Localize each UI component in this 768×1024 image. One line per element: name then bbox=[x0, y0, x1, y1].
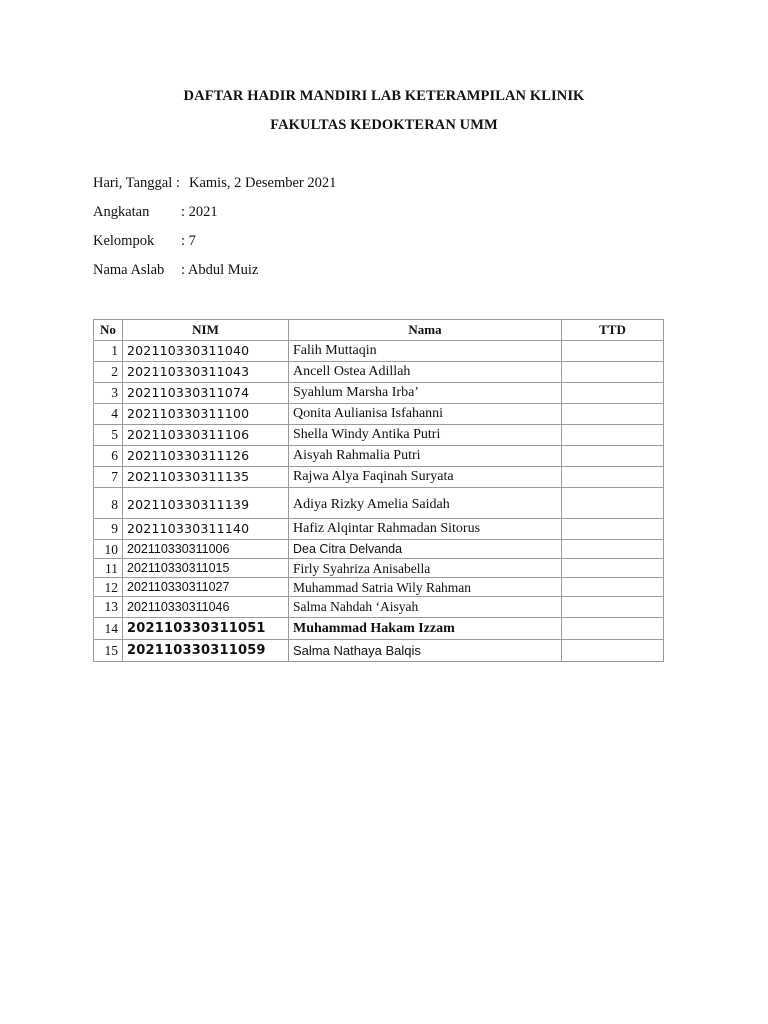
row-nim: 202110330311059 bbox=[123, 640, 289, 662]
table-row bbox=[94, 467, 664, 488]
meta-angkatan bbox=[93, 204, 218, 221]
meta-hari-tanggal bbox=[93, 175, 336, 192]
meta-aslab-label: Nama Aslab bbox=[93, 262, 165, 278]
row-ttd-cell[interactable] bbox=[562, 519, 664, 540]
row-ttd-cell[interactable] bbox=[562, 446, 664, 467]
table-row bbox=[94, 446, 664, 467]
row-no: 7 bbox=[94, 467, 123, 488]
row-ttd-cell[interactable] bbox=[562, 540, 664, 559]
table-row bbox=[94, 618, 664, 640]
document-title: DAFTAR HADIR MANDIRI LAB KETERAMPILAN KLINIK bbox=[183, 88, 585, 104]
row-no: 4 bbox=[94, 404, 123, 425]
row-nama: Muhammad Hakam Izzam bbox=[289, 618, 562, 640]
table-header-row bbox=[94, 320, 664, 341]
row-nim: 202110330311040 bbox=[123, 341, 289, 362]
meta-angkatan-value: : 2021 bbox=[181, 204, 218, 220]
row-no: 1 bbox=[94, 341, 123, 362]
table-row bbox=[94, 540, 664, 559]
table-row bbox=[94, 578, 664, 597]
row-ttd-cell[interactable] bbox=[562, 597, 664, 618]
row-nim: 202110330311135 bbox=[123, 467, 289, 488]
row-nim: 202110330311027 bbox=[123, 578, 289, 597]
row-nim: 202110330311100 bbox=[123, 404, 289, 425]
meta-aslab-value: : Abdul Muiz bbox=[181, 262, 259, 278]
row-no: 14 bbox=[94, 618, 123, 640]
meta-kelompok-label: Kelompok bbox=[93, 233, 155, 249]
row-nim: 202110330311015 bbox=[123, 559, 289, 578]
meta-hari-label: Hari, Tanggal : bbox=[93, 175, 180, 191]
row-no: 5 bbox=[94, 425, 123, 446]
row-ttd-cell[interactable] bbox=[562, 362, 664, 383]
row-no: 12 bbox=[94, 578, 123, 597]
row-nama: Shella Windy Antika Putri bbox=[289, 425, 562, 446]
row-nama: Dea Citra Delvanda bbox=[289, 540, 562, 559]
row-nama: Syahlum Marsha Irba’ bbox=[289, 383, 562, 404]
meta-kelompok bbox=[93, 233, 196, 250]
row-nim: 202110330311074 bbox=[123, 383, 289, 404]
row-nama: Hafiz Alqintar Rahmadan Sitorus bbox=[289, 519, 562, 540]
row-ttd-cell[interactable] bbox=[562, 383, 664, 404]
row-nim: 202110330311106 bbox=[123, 425, 289, 446]
row-nama: Adiya Rizky Amelia Saidah bbox=[289, 488, 562, 519]
table-row bbox=[94, 341, 664, 362]
row-ttd-cell[interactable] bbox=[562, 640, 664, 662]
row-nama: Firly Syahriza Anisabella bbox=[289, 559, 562, 578]
row-ttd-cell[interactable] bbox=[562, 578, 664, 597]
row-no: 15 bbox=[94, 640, 123, 662]
row-ttd-cell[interactable] bbox=[562, 488, 664, 519]
row-no: 2 bbox=[94, 362, 123, 383]
table-row bbox=[94, 597, 664, 618]
row-nim: 202110330311006 bbox=[123, 540, 289, 559]
row-no: 6 bbox=[94, 446, 123, 467]
row-nama: Salma Nahdah ‘Aisyah bbox=[289, 597, 562, 618]
header-nim: NIM bbox=[123, 320, 289, 341]
row-nim: 202110330311139 bbox=[123, 488, 289, 519]
attendance-table bbox=[93, 319, 664, 662]
row-no: 10 bbox=[94, 540, 123, 559]
row-no: 9 bbox=[94, 519, 123, 540]
table-row bbox=[94, 640, 664, 662]
meta-hari-value: Kamis, 2 Desember 2021 bbox=[189, 175, 337, 191]
row-nim: 202110330311051 bbox=[123, 618, 289, 640]
row-no: 11 bbox=[94, 559, 123, 578]
meta-kelompok-value: : 7 bbox=[181, 233, 196, 249]
row-nama: Qonita Aulianisa Isfahanni bbox=[289, 404, 562, 425]
table-row bbox=[94, 519, 664, 540]
row-no: 8 bbox=[94, 488, 123, 519]
row-ttd-cell[interactable] bbox=[562, 559, 664, 578]
document-subtitle: FAKULTAS KEDOKTERAN UMM bbox=[270, 117, 498, 133]
row-ttd-cell[interactable] bbox=[562, 425, 664, 446]
row-nama: Ancell Ostea Adillah bbox=[289, 362, 562, 383]
row-nama: Salma Nathaya Balqis bbox=[289, 640, 562, 662]
row-nama: Muhammad Satria Wily Rahman bbox=[289, 578, 562, 597]
row-no: 13 bbox=[94, 597, 123, 618]
table-row bbox=[94, 362, 664, 383]
header-no: No bbox=[94, 320, 123, 341]
row-no: 3 bbox=[94, 383, 123, 404]
meta-angkatan-label: Angkatan bbox=[93, 204, 150, 220]
row-nim: 202110330311140 bbox=[123, 519, 289, 540]
table-row bbox=[94, 425, 664, 446]
row-nim: 202110330311046 bbox=[123, 597, 289, 618]
row-ttd-cell[interactable] bbox=[562, 618, 664, 640]
table-row bbox=[94, 559, 664, 578]
row-ttd-cell[interactable] bbox=[562, 341, 664, 362]
header-nama: Nama bbox=[289, 320, 562, 341]
meta-aslab bbox=[93, 262, 258, 279]
row-nim: 202110330311043 bbox=[123, 362, 289, 383]
table-row bbox=[94, 488, 664, 519]
row-nama: Rajwa Alya Faqinah Suryata bbox=[289, 467, 562, 488]
row-ttd-cell[interactable] bbox=[562, 467, 664, 488]
row-ttd-cell[interactable] bbox=[562, 404, 664, 425]
header-ttd: TTD bbox=[562, 320, 664, 341]
table-row bbox=[94, 404, 664, 425]
row-nama: Aisyah Rahmalia Putri bbox=[289, 446, 562, 467]
row-nama: Falih Muttaqin bbox=[289, 341, 562, 362]
table-row bbox=[94, 383, 664, 404]
row-nim: 202110330311126 bbox=[123, 446, 289, 467]
